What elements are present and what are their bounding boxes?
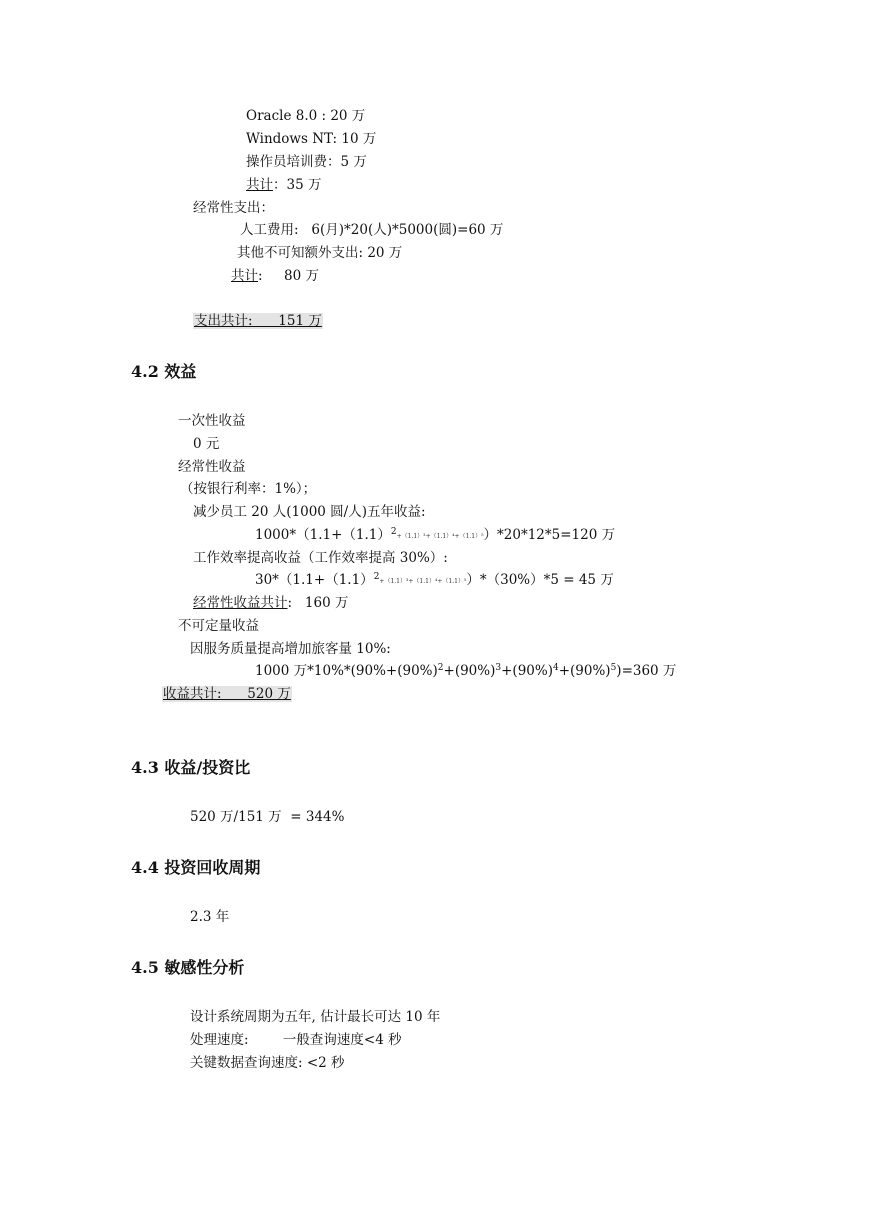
formula-staff-b: ）*20*12*5=120 万 [483,527,616,543]
onetime-total-value: ：35 万 [273,177,322,193]
cost-onetime-total [246,176,321,194]
formula-svc-s3: 3 [495,663,502,673]
formula-svc-e: )=360 万 [616,663,677,679]
formula-eff-tiny: +（1.1）³+（1.1）⁴+（1.1）⁵ [379,578,467,585]
formula-staff-tiny: +（1.1）³+（1.1）⁴+（1.1）⁵ [396,533,484,540]
payback-value: 2.3 年 [190,909,230,925]
uncertain-income-heading: 不可定量收益 [178,618,259,634]
formula-staff-a: 1000*（1.1+（1.1） [255,527,391,543]
formula-svc-a: 1000 万*10%*(90%+(90%) [255,663,438,679]
sensitivity-line-2: 处理速度: 一般查询速度<4 秒 [190,1032,402,1048]
formula-svc-d: +(90%) [558,663,611,679]
formula-service [255,662,676,680]
recurring-income-total-value: : 160 万 [287,595,349,611]
service-quality-line: 因服务质量提高增加旅客量 10%: [190,641,391,657]
cost-windows-nt: Windows NT: 10 万 [246,131,377,147]
expense-grand-total-text: 支出共计: 151 万 [194,313,322,329]
sensitivity-line-1: 设计系统周期为五年, 估计最长可达 10 年 [190,1009,441,1025]
formula-svc-b: +(90%) [443,663,496,679]
section-heading-4-4: 4.4 投资回收周期 [131,858,261,877]
formula-svc-s4: 4 [552,663,559,673]
formula-eff-b: ）*（30%）*5 = 45 万 [466,572,614,588]
recurring-income-heading: 经常性收益 [178,459,246,475]
efficiency-line: 工作效率提高收益（工作效率提高 30%）: [193,550,448,566]
cost-labor: 人工费用: 6(月)*20(人)*5000(圆)=60 万 [240,222,504,238]
recurring-total-value: : 80 万 [258,268,319,284]
formula-staff-sup: 2 [390,527,397,537]
formula-svc-s2: 2 [437,663,444,673]
section-heading-4-5: 4.5 敏感性分析 [131,958,245,977]
recurring-expense-heading: 经常性支出： [193,200,274,216]
section-heading-4-2: 4.2 效益 [131,362,197,381]
cost-other: 其他不可知额外支出: 20 万 [237,245,403,261]
bank-rate-note: （按银行利率：1%）； [180,481,317,497]
section-heading-4-3: 4.3 收益/投资比 [131,758,251,777]
ratio-value: 520 万/151 万 = 344% [190,809,345,825]
sensitivity-line-3: 关键数据查询速度: <2 秒 [190,1055,345,1071]
onetime-income-heading: 一次性收益 [178,413,246,429]
recurring-income-total [193,594,348,612]
formula-staff [255,526,615,546]
expense-grand-total [193,312,323,330]
formula-svc-s5: 5 [610,663,617,673]
cost-oracle: Oracle 8.0 : 20 万 [246,108,366,124]
formula-eff-a: 30*（1.1+（1.1） [255,572,374,588]
onetime-total-label: 共计 [246,177,273,193]
cost-recurring-total [231,267,319,285]
formula-eff-sup: 2 [373,572,380,582]
recurring-income-total-label: 经常性收益共计 [193,595,288,611]
income-grand-total-text: 收益共计: 520 万 [163,686,291,702]
formula-svc-c: +(90%) [501,663,553,679]
recurring-total-label: 共计 [231,268,258,284]
cost-training: 操作员培训费：5 万 [246,154,367,170]
formula-efficiency [255,571,614,591]
staff-reduction-line: 减少员工 20 人(1000 圆/人)五年收益: [193,504,426,520]
income-grand-total [162,685,292,703]
onetime-income-value: 0 元 [193,436,220,452]
